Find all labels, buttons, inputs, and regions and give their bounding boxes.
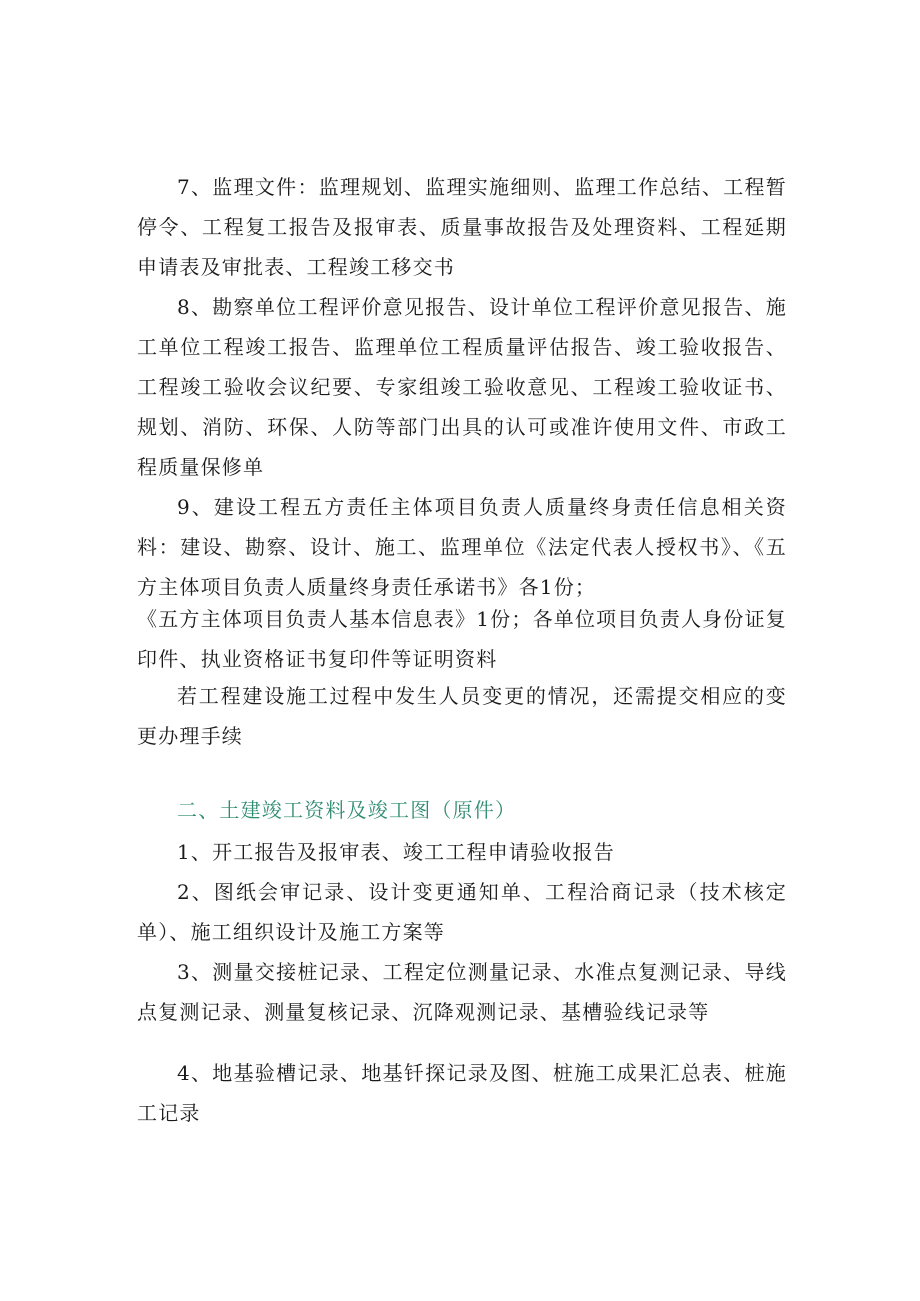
paragraph-civil-item-4: 4、地基验槽记录、地基钎探记录及图、桩施工成果汇总表、桩施工记录 (137, 1061, 787, 1125)
paragraph-item-9-continued: 《五方主体项目负责人基本信息表》1份；各单位项目负责人身份证复印件、执业资格证书复印件等证明资料 (137, 607, 787, 671)
paragraph-civil-item-1: 1、开工报告及报审表、竣工工程申请验收报告 (177, 840, 615, 864)
paragraph-item-9: 9、建设工程五方责任主体项目负责人质量终身责任信息相关资料：建设、勘察、设计、施工、监理单位《法定代表人授权书》、《五方主体项目负责人质量终身责任承诺书》各1份； (137, 495, 787, 599)
paragraph-civil-item-3: 3、测量交接桩记录、工程定位测量记录、水准点复测记录、导线点复测记录、测量复核记录、沉降观测记录、基槽验线记录等 (137, 960, 787, 1024)
section-heading: 二、土建竣工资料及竣工图（原件） (177, 798, 517, 822)
paragraph-item-8: 8、勘察单位工程评价意见报告、设计单位工程评价意见报告、施工单位工程竣工报告、监理单位工程质量评估报告、竣工验收报告、工程竣工验收会议纪要、专家组竣工验收意见、工程竣工验收证书、规划、消防、环保、人防等部门出具的认可或准许使用文件、市政工程质量保修单 (137, 295, 787, 479)
paragraph-civil-item-2: 2、图纸会审记录、设计变更通知单、工程洽商记录（技术核定单）、施工组织设计及施工方案等 (137, 880, 787, 944)
paragraph-item-7: 7、监理文件：监理规划、监理实施细则、监理工作总结、工程暂停令、工程复工报告及报审表、质量事故报告及处理资料、工程延期申请表及审批表、工程竣工移交书 (137, 175, 787, 279)
paragraph-change-note: 若工程建设施工过程中发生人员变更的情况，还需提交相应的变更办理手续 (137, 684, 787, 748)
